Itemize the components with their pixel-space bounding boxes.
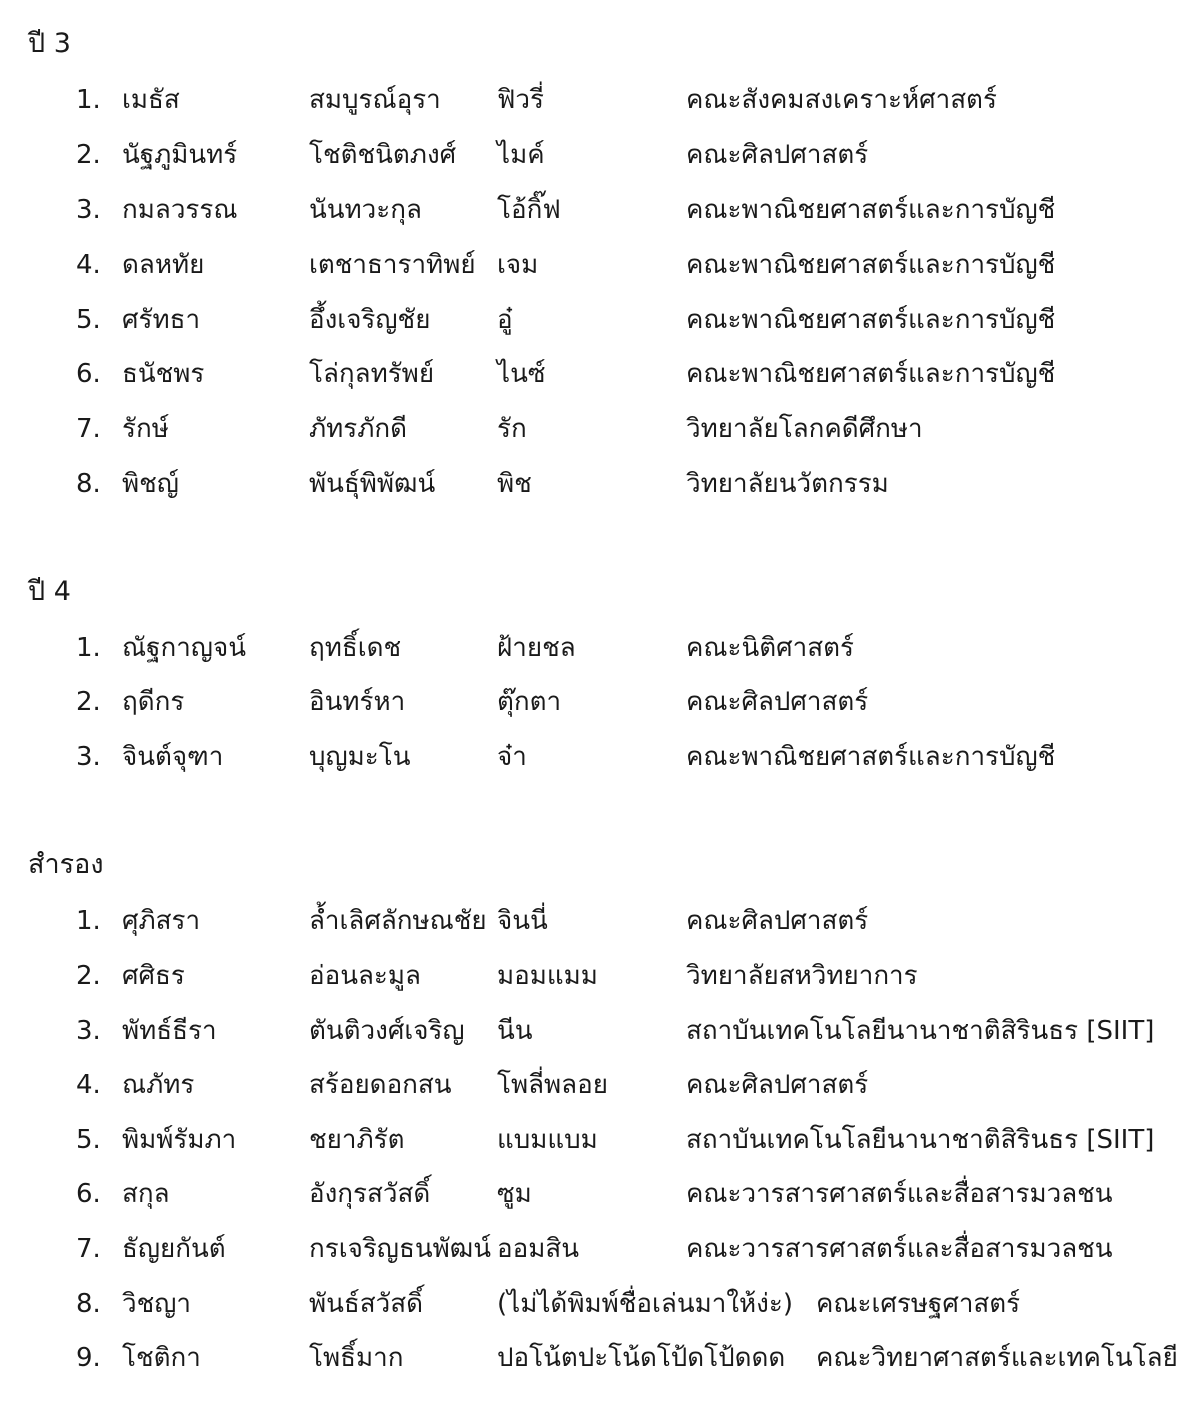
faculty: คณะพาณิชยศาสตร์และการบัญชี <box>686 359 1056 389</box>
nickname: เจม <box>497 250 539 280</box>
list-item <box>0 409 1197 449</box>
nickname: จ๋า <box>497 742 527 772</box>
nickname: พิช <box>497 469 532 499</box>
faculty: สถาบันเทคโนโลยีนานาชาติสิรินธร [SIIT] <box>686 1125 1155 1155</box>
nickname: ไนซ์ <box>497 359 546 389</box>
last-name: นันทวะกุล <box>309 195 422 225</box>
last-name: บุญมะโน <box>309 742 411 772</box>
faculty: คณะศิลปศาสตร์ <box>686 1070 869 1100</box>
last-name: อังกุรสวัสดิ์ <box>309 1179 431 1209</box>
last-name: พันธ์สวัสดิ์ <box>309 1289 424 1319</box>
last-name: โล่กุลทรัพย์ <box>309 359 435 389</box>
item-number: 7. <box>76 414 101 444</box>
first-name: โชติกา <box>122 1343 201 1373</box>
list-item <box>0 1011 1197 1051</box>
section-heading-year-3: ปี 3 <box>28 28 71 59</box>
first-name: ธนัชพร <box>122 359 205 389</box>
faculty: คณะวารสารศาสตร์และสื่อสารมวลชน <box>686 1179 1113 1209</box>
faculty: คณะพาณิชยศาสตร์และการบัญชี <box>686 250 1056 280</box>
faculty: วิทยาลัยโลกคดีศึกษา <box>686 414 923 444</box>
list-item <box>0 737 1197 777</box>
faculty: คณะศิลปศาสตร์ <box>686 687 869 717</box>
item-number: 4. <box>76 250 101 280</box>
first-name: รักษ์ <box>122 414 169 444</box>
first-name: วิชญา <box>122 1289 191 1319</box>
nickname: ปอโน้ตปะโน้ดโป้ดโป้ดดด <box>497 1343 786 1373</box>
item-number: 2. <box>76 140 101 170</box>
nickname: (ไม่ได้พิมพ์ชื่อเล่นมาให้ง่ะ) <box>497 1289 793 1319</box>
last-name: อ่อนละมูล <box>309 961 421 991</box>
nickname: โอ้กิ๊ฟ <box>497 195 561 225</box>
item-number: 6. <box>76 1179 101 1209</box>
item-number: 8. <box>76 469 101 499</box>
nickname: มอมแมม <box>497 961 598 991</box>
first-name: ณภัทร <box>122 1070 195 1100</box>
last-name: ฤทธิ์เดช <box>309 633 402 663</box>
faculty: วิทยาลัยนวัตกรรม <box>686 469 889 499</box>
first-name: นัฐภูมินทร์ <box>122 140 238 170</box>
first-name: ดลหทัย <box>122 250 205 280</box>
list-item <box>0 80 1197 120</box>
faculty: คณะศิลปศาสตร์ <box>686 140 869 170</box>
nickname: นีน <box>497 1016 533 1046</box>
list-item <box>0 1174 1197 1214</box>
faculty: คณะสังคมสงเคราะห์ศาสตร์ <box>686 85 997 115</box>
list-item <box>0 901 1197 941</box>
first-name: สกุล <box>122 1179 170 1209</box>
nickname: ไมค์ <box>497 140 545 170</box>
list-item <box>0 628 1197 668</box>
last-name: กรเจริญธนพัฒน์ <box>309 1234 491 1264</box>
first-name: ศรัทธา <box>122 305 201 335</box>
list-item <box>0 1284 1197 1324</box>
nickname: แบมแบม <box>497 1125 598 1155</box>
item-number: 5. <box>76 305 101 335</box>
first-name: ฤดีกร <box>122 687 185 717</box>
first-name: เมธัส <box>122 85 180 115</box>
faculty: คณะพาณิชยศาสตร์และการบัญชี <box>686 305 1056 335</box>
item-number: 3. <box>76 195 101 225</box>
faculty: วิทยาลัยสหวิทยาการ <box>686 961 918 991</box>
item-number: 8. <box>76 1289 101 1319</box>
first-name: พัทธ์ธีรา <box>122 1016 217 1046</box>
first-name: ธัญยกันต์ <box>122 1234 226 1264</box>
section-heading-reserve: สำรอง <box>28 849 104 880</box>
list-item <box>0 1120 1197 1160</box>
faculty: สถาบันเทคโนโลยีนานาชาติสิรินธร [SIIT] <box>686 1016 1155 1046</box>
list-item <box>0 190 1197 230</box>
nickname: ออมสิน <box>497 1234 580 1264</box>
nickname: ตุ๊กตา <box>497 687 562 717</box>
item-number: 9. <box>76 1343 101 1373</box>
last-name: สมบูรณ์อุรา <box>309 85 441 115</box>
section-heading-year-4: ปี 4 <box>28 576 71 607</box>
item-number: 7. <box>76 1234 101 1264</box>
last-name: สร้อยดอกสน <box>309 1070 452 1100</box>
faculty: คณะพาณิชยศาสตร์และการบัญชี <box>686 742 1056 772</box>
nickname: โพลี่พลอย <box>497 1070 608 1100</box>
nickname: ฟิวรี่ <box>497 85 544 115</box>
list-item <box>0 300 1197 340</box>
first-name: จินต์จุฑา <box>122 742 224 772</box>
faculty: คณะศิลปศาสตร์ <box>686 906 869 936</box>
faculty: คณะนิติศาสตร์ <box>686 633 854 663</box>
list-item <box>0 354 1197 394</box>
last-name: ภัทรภักดี <box>309 414 408 444</box>
last-name: โชติชนิตภงศ์ <box>309 140 457 170</box>
nickname: อู๋ <box>497 305 513 335</box>
last-name: ล้ำเลิศลักษณชัย <box>309 906 487 936</box>
list-item <box>0 1229 1197 1269</box>
faculty: คณะวารสารศาสตร์และสื่อสารมวลชน <box>686 1234 1113 1264</box>
last-name: โพธิ์มาก <box>309 1343 404 1373</box>
list-item <box>0 245 1197 285</box>
nickname: ซูม <box>497 1179 532 1209</box>
item-number: 1. <box>76 906 101 936</box>
faculty: คณะพาณิชยศาสตร์และการบัญชี <box>686 195 1056 225</box>
faculty: คณะเศรษฐศาสตร์ <box>816 1289 1021 1319</box>
last-name: อินทร์หา <box>309 687 406 717</box>
nickname: รัก <box>497 414 527 444</box>
item-number: 1. <box>76 633 101 663</box>
item-number: 1. <box>76 85 101 115</box>
last-name: เตชาธาราทิพย์ <box>309 250 476 280</box>
list-item <box>0 682 1197 722</box>
item-number: 2. <box>76 687 101 717</box>
first-name: พิมพ์รัมภา <box>122 1125 237 1155</box>
nickname: ฝ้ายชล <box>497 633 576 663</box>
first-name: ศุภิสรา <box>122 906 201 936</box>
last-name: ตันติวงศ์เจริญ <box>309 1016 465 1046</box>
first-name: ณัฐกาญจน์ <box>122 633 246 663</box>
item-number: 2. <box>76 961 101 991</box>
first-name: ศศิธร <box>122 961 185 991</box>
list-item <box>0 135 1197 175</box>
item-number: 3. <box>76 1016 101 1046</box>
faculty: คณะวิทยาศาสตร์และเทคโนโลยี <box>816 1343 1178 1373</box>
nickname: จินนี่ <box>497 906 548 936</box>
list-item <box>0 1338 1197 1378</box>
last-name: ชยาภิรัต <box>309 1125 405 1155</box>
list-item <box>0 464 1197 504</box>
first-name: พิชญ์ <box>122 469 179 499</box>
item-number: 5. <box>76 1125 101 1155</box>
first-name: กมลวรรณ <box>122 195 238 225</box>
item-number: 6. <box>76 359 101 389</box>
item-number: 4. <box>76 1070 101 1100</box>
list-item <box>0 956 1197 996</box>
list-item <box>0 1065 1197 1105</box>
last-name: พันธุ์พิพัฒน์ <box>309 469 436 499</box>
item-number: 3. <box>76 742 101 772</box>
last-name: อึ้งเจริญชัย <box>309 305 431 335</box>
